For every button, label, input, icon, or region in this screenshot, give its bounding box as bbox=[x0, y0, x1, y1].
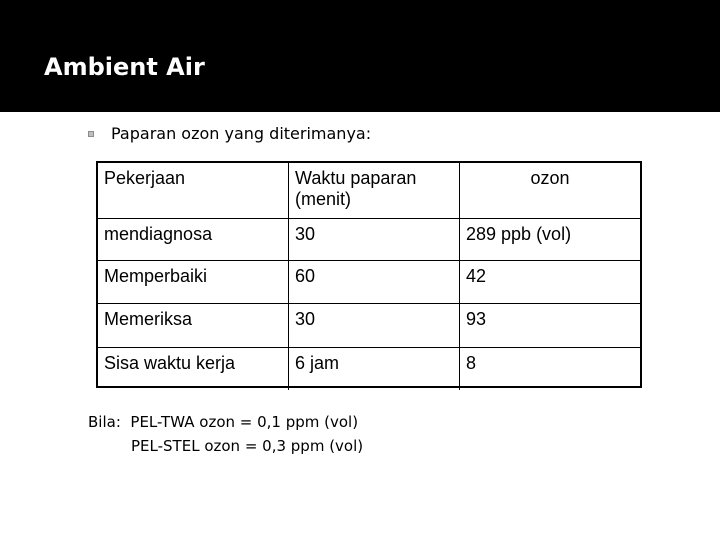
cell-job: mendiagnosa bbox=[98, 218, 289, 260]
table-row bbox=[98, 260, 640, 303]
cell-ozone: 93 bbox=[460, 303, 641, 347]
cell-job: Memeriksa bbox=[98, 303, 289, 347]
cell-duration: 6 jam bbox=[289, 347, 460, 390]
cell-ozone: 8 bbox=[460, 347, 641, 390]
bullet-item bbox=[88, 124, 371, 144]
cell-job: Sisa waktu kerja bbox=[98, 347, 289, 390]
header-cell-job: Pekerjaan bbox=[98, 163, 289, 218]
header-cell-duration: Waktu paparan (menit) bbox=[289, 163, 460, 218]
cell-ozone: 42 bbox=[460, 260, 641, 303]
cell-duration: 30 bbox=[289, 303, 460, 347]
table-header-row bbox=[98, 163, 640, 218]
bullet-text: Paparan ozon yang diterimanya: bbox=[111, 124, 372, 143]
square-bullet-icon bbox=[88, 131, 94, 137]
table-row bbox=[98, 303, 640, 347]
table-row bbox=[98, 218, 640, 260]
note-line-1: Bila: PEL-TWA ozon = 0,1 ppm (vol) bbox=[88, 413, 359, 431]
slide-title: Ambient Air bbox=[44, 53, 205, 81]
cell-duration: 30 bbox=[289, 218, 460, 260]
cell-job: Memperbaiki bbox=[98, 260, 289, 303]
table-row bbox=[98, 347, 640, 390]
cell-ozone: 289 ppb (vol) bbox=[460, 218, 641, 260]
cell-duration: 60 bbox=[289, 260, 460, 303]
header-cell-ozone: ozon bbox=[460, 163, 641, 218]
exposure-table bbox=[96, 161, 642, 388]
note-line-2: PEL-STEL ozon = 0,3 ppm (vol) bbox=[131, 437, 364, 455]
